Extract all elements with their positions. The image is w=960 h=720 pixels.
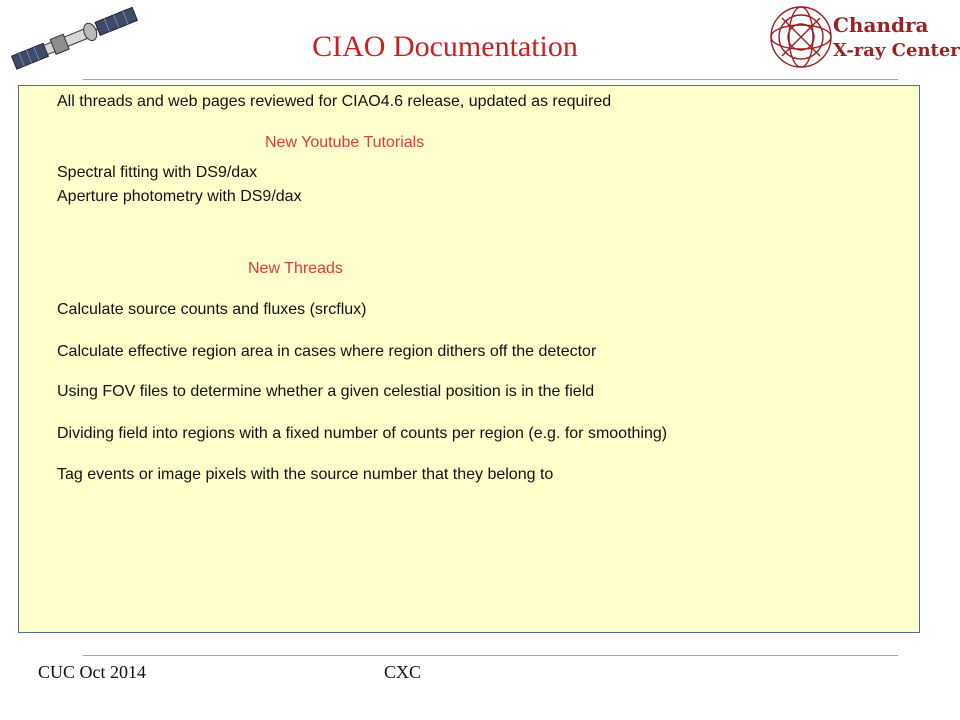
page-title: CIAO Documentation bbox=[312, 30, 578, 63]
logo-text-xray-center: X-ray Center bbox=[833, 40, 960, 61]
header-divider bbox=[83, 79, 898, 80]
tutorial-item: Aperture photometry with DS9/dax bbox=[57, 188, 302, 205]
content-box bbox=[18, 85, 920, 633]
chandra-logo-icon bbox=[768, 4, 834, 70]
logo-text-chandra: Chandra bbox=[833, 13, 929, 37]
thread-item: Using FOV files to determine whether a given celestial position is in the field bbox=[57, 383, 595, 400]
youtube-tutorials-heading: New Youtube Tutorials bbox=[265, 134, 425, 151]
thread-item: Calculate effective region area in cases where region dithers off the detector bbox=[57, 343, 597, 360]
thread-item: Tag events or image pixels with the source number that they belong to bbox=[57, 466, 554, 483]
thread-item: Dividing field into regions with a fixed number of counts per region (e.g. for smoothing) bbox=[57, 425, 668, 442]
tutorial-item: Spectral fitting with DS9/dax bbox=[57, 164, 258, 181]
footer-divider bbox=[83, 655, 898, 656]
new-threads-heading: New Threads bbox=[248, 260, 343, 277]
footer-org: CXC bbox=[384, 662, 422, 682]
thread-item: Calculate source counts and fluxes (srcflux) bbox=[57, 301, 367, 318]
footer-date: CUC Oct 2014 bbox=[38, 662, 146, 682]
review-line: All threads and web pages reviewed for CIAO4.6 release, updated as required bbox=[57, 93, 612, 110]
